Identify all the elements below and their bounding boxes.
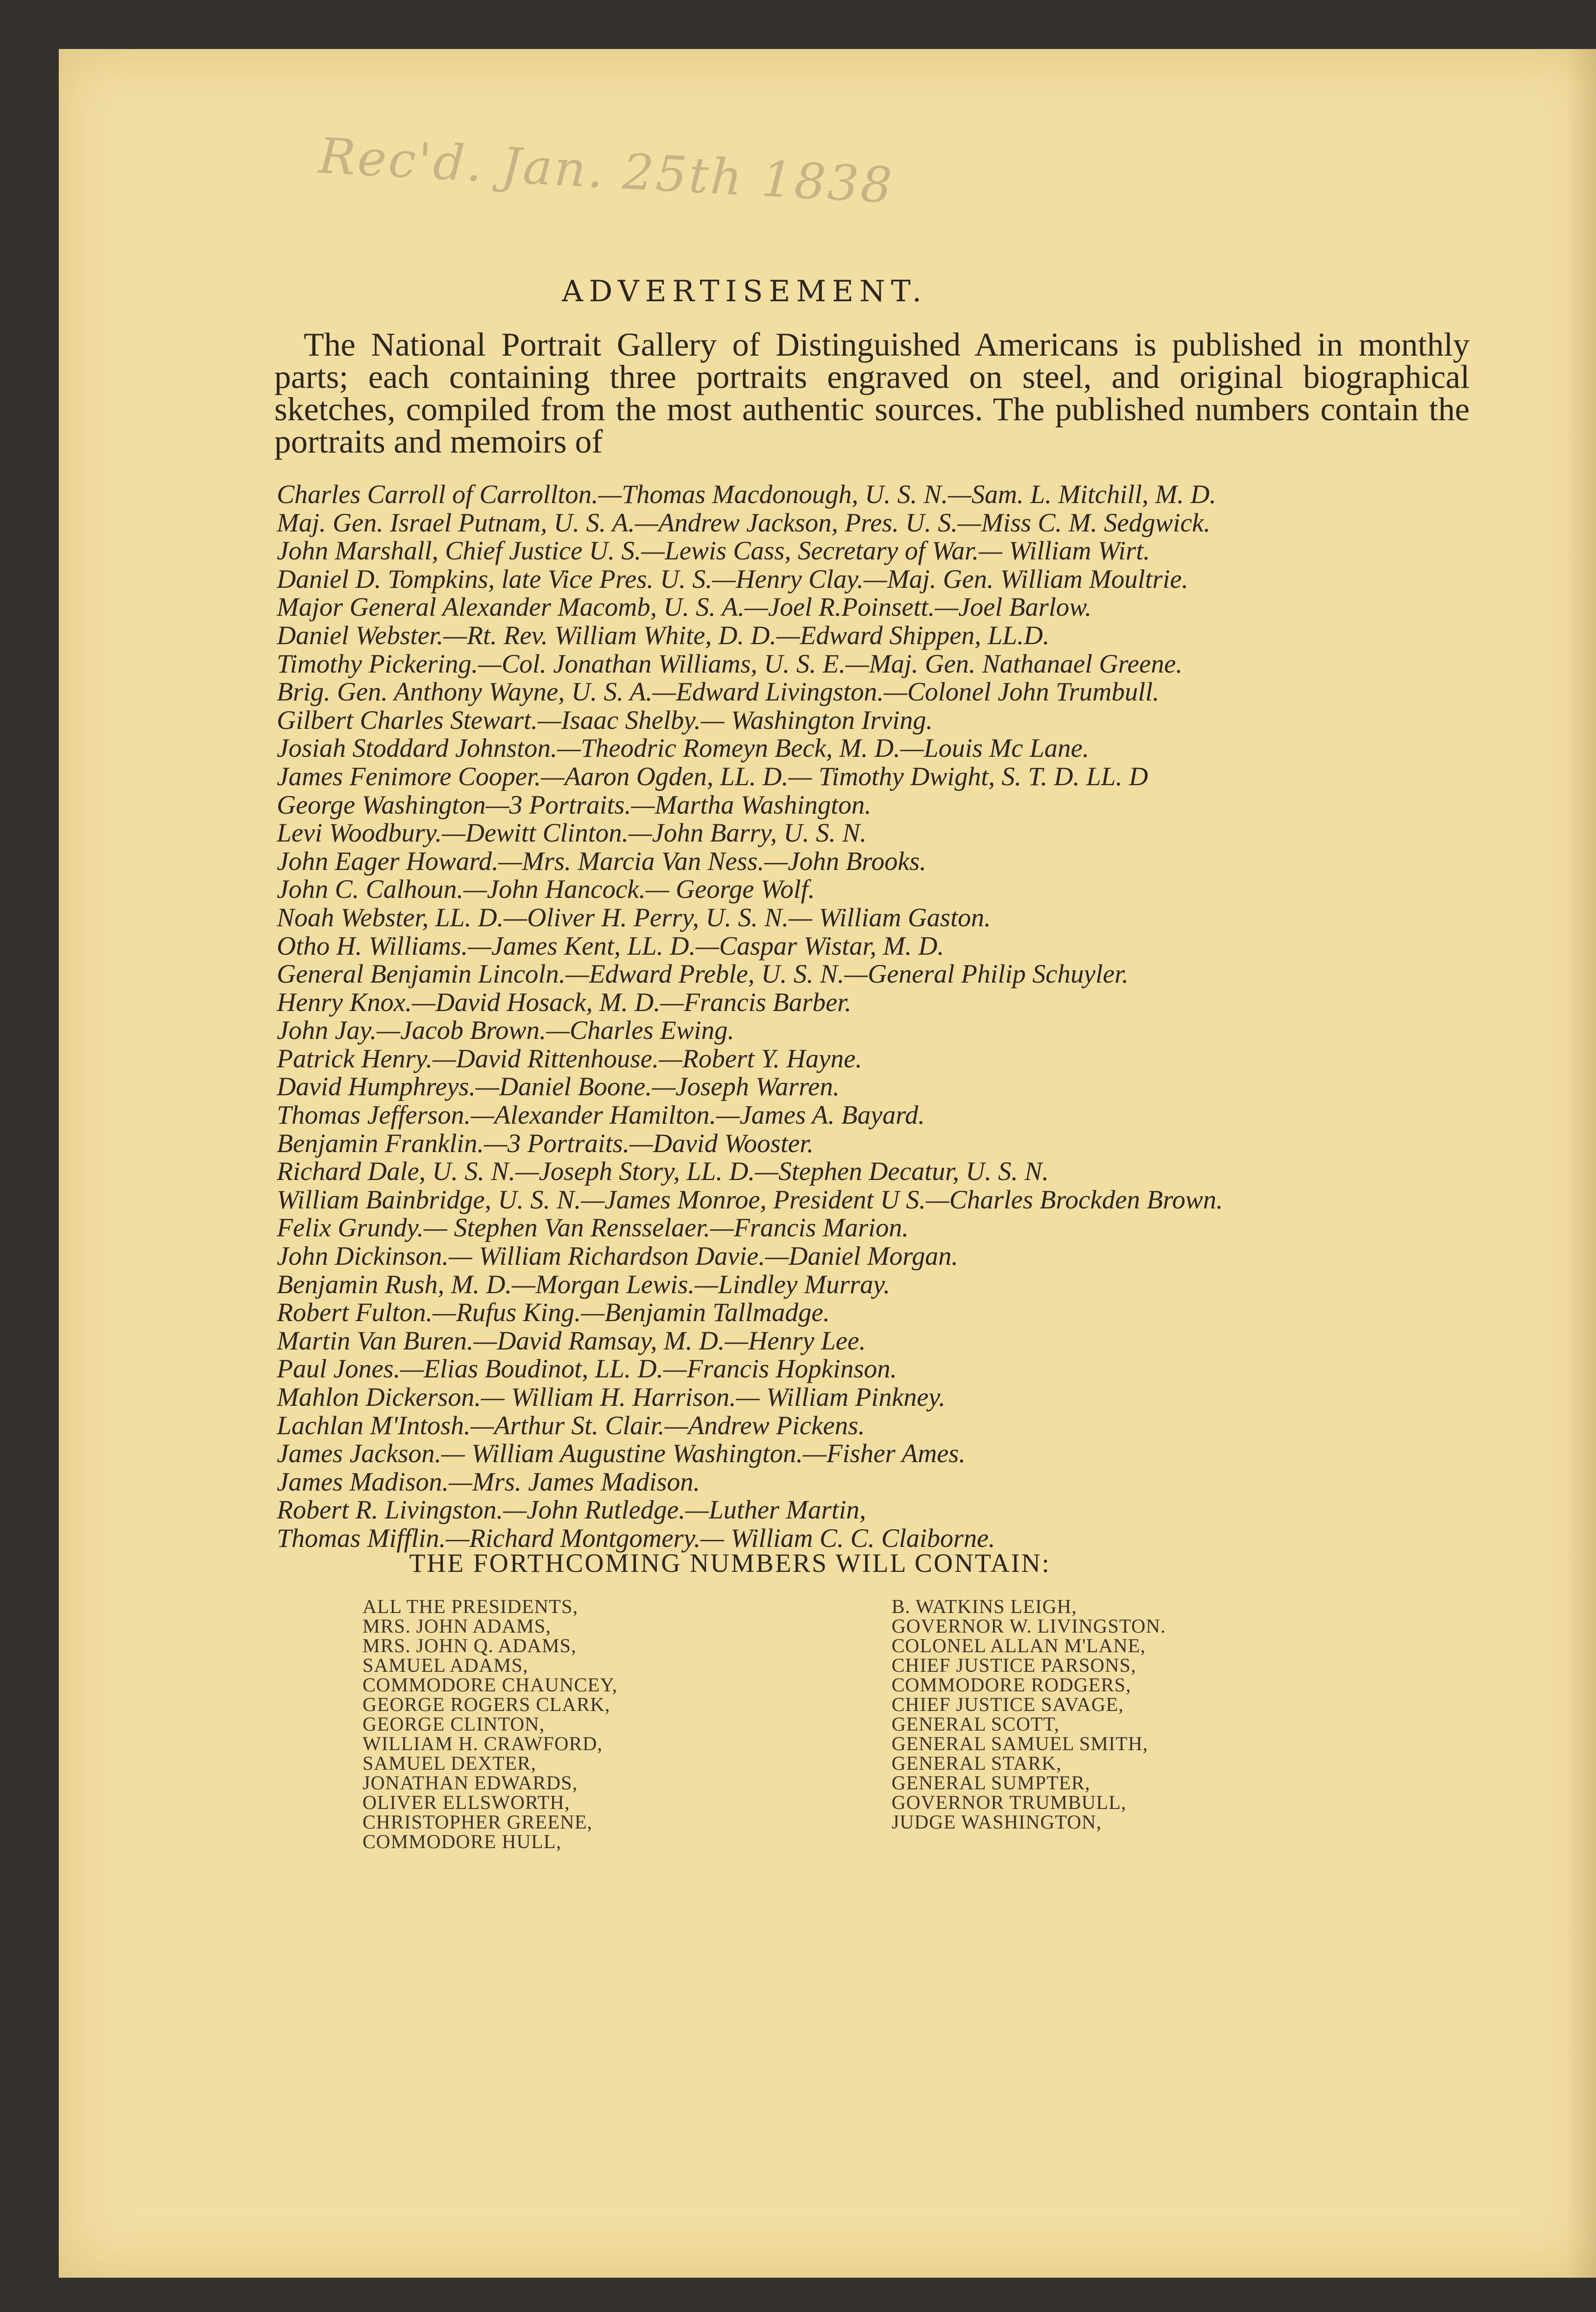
- portrait-line: Robert Fulton.—Rufus King.—Benjamin Tallmadge.: [277, 1298, 830, 1327]
- intro-text: The National Portrait Gallery of Distinguished Americans is published in monthly parts; each containing three portraits engraved on steel, and original biographical sketches, compiled from the most authentic sources. The published numbers contain the portraits and memoirs of: [274, 326, 1470, 460]
- forthcoming-item: SAMUEL ADAMS,: [363, 1654, 529, 1676]
- portrait-line: James Madison.—Mrs. James Madison.: [277, 1467, 700, 1496]
- portrait-line: Lachlan M'Intosh.—Arthur St. Clair.—Andrew Pickens.: [277, 1410, 865, 1440]
- forthcoming-item: GENERAL SUMPTER,: [892, 1772, 1090, 1794]
- forthcoming-item: CHRISTOPHER GREENE,: [363, 1811, 593, 1833]
- page-title: ADVERTISEMENT.: [561, 274, 928, 309]
- forthcoming-item: JONATHAN EDWARDS,: [363, 1772, 578, 1794]
- portrait-line: George Washington—3 Portraits.—Martha Washington.: [277, 790, 871, 819]
- forthcoming-item: GENERAL STARK,: [892, 1752, 1062, 1774]
- forthcoming-list-right: [892, 1597, 1166, 1832]
- forthcoming-item: B. WATKINS LEIGH,: [892, 1595, 1077, 1617]
- portrait-line: Maj. Gen. Israel Putnam, U. S. A.—Andrew Jackson, Pres. U. S.—Miss C. M. Sedgwick.: [277, 507, 1210, 537]
- published-portraits-list: [277, 480, 1511, 1552]
- forthcoming-item: GEORGE CLINTON,: [363, 1713, 545, 1735]
- portrait-line: Patrick Henry.—David Rittenhouse.—Robert Y. Hayne.: [277, 1043, 862, 1073]
- forthcoming-heading: THE FORTHCOMING NUMBERS WILL CONTAIN:: [409, 1548, 1051, 1578]
- portrait-line: David Humphreys.—Daniel Boone.—Joseph Warren.: [277, 1072, 840, 1102]
- forthcoming-item: COLONEL ALLAN M'LANE,: [892, 1635, 1146, 1657]
- portrait-line: Felix Grundy.— Stephen Van Rensselaer.—Francis Marion.: [277, 1213, 909, 1243]
- handwritten-pencil-note: Rec'd. Jan. 25th 1838: [317, 127, 895, 215]
- forthcoming-item: GENERAL SCOTT,: [892, 1713, 1060, 1735]
- forthcoming-item: COMMODORE HULL,: [363, 1830, 562, 1853]
- portrait-line: John Jay.—Jacob Brown.—Charles Ewing.: [277, 1015, 734, 1045]
- document-page: [59, 49, 1596, 2278]
- forthcoming-item: GENERAL SAMUEL SMITH,: [892, 1733, 1148, 1755]
- portrait-line: Richard Dale, U. S. N.—Joseph Story, LL. D.—Stephen Decatur, U. S. N.: [277, 1156, 1049, 1186]
- portrait-line: Mahlon Dickerson.— William H. Harrison.— William Pinkney.: [277, 1382, 945, 1412]
- portrait-line: Paul Jones.—Elias Boudinot, LL. D.—Francis Hopkinson.: [277, 1354, 897, 1384]
- portrait-line: Otho H. Williams.—James Kent, LL. D.—Caspar Wistar, M. D.: [277, 931, 944, 961]
- forthcoming-item: OLIVER ELLSWORTH,: [363, 1791, 570, 1813]
- portrait-line: William Bainbridge, U. S. N.—James Monroe, President U S.—Charles Brockden Brown.: [277, 1184, 1223, 1214]
- portrait-line: Benjamin Rush, M. D.—Morgan Lewis.—Lindley Murray.: [277, 1269, 890, 1299]
- forthcoming-item: COMMODORE CHAUNCEY,: [363, 1674, 618, 1696]
- forthcoming-item: MRS. JOHN Q. ADAMS,: [363, 1635, 577, 1657]
- portrait-line: Henry Knox.—David Hosack, M. D.—Francis Barber.: [277, 987, 851, 1017]
- portrait-line: Josiah Stoddard Johnston.—Theodric Romeyn Beck, M. D.—Louis Mc Lane.: [277, 733, 1089, 763]
- portrait-line: John C. Calhoun.—John Hancock.— George Wolf.: [277, 874, 815, 904]
- portrait-line: Thomas Jefferson.—Alexander Hamilton.—James A. Bayard.: [277, 1100, 925, 1130]
- forthcoming-item: JUDGE WASHINGTON,: [892, 1811, 1102, 1833]
- forthcoming-item: ALL THE PRESIDENTS,: [363, 1595, 579, 1617]
- portrait-line: John Marshall, Chief Justice U. S.—Lewis Cass, Secretary of War.— William Wirt.: [277, 536, 1150, 566]
- portrait-line: Robert R. Livingston.—John Rutledge.—Luther Martin,: [277, 1495, 866, 1525]
- forthcoming-item: MRS. JOHN ADAMS,: [363, 1615, 551, 1637]
- portrait-line: Benjamin Franklin.—3 Portraits.—David Wooster.: [277, 1128, 814, 1158]
- portrait-line: John Eager Howard.—Mrs. Marcia Van Ness.—John Brooks.: [277, 846, 926, 876]
- portrait-line: Charles Carroll of Carrollton.—Thomas Macdonough, U. S. N.—Sam. L. Mitchill, M. D.: [277, 480, 1216, 509]
- portrait-line: Levi Woodbury.—Dewitt Clinton.—John Barry, U. S. N.: [277, 818, 867, 848]
- portrait-line: Martin Van Buren.—David Ramsay, M. D.—Henry Lee.: [277, 1325, 866, 1355]
- portrait-line: Noah Webster, LL. D.—Oliver H. Perry, U. S. N.— William Gaston.: [277, 902, 991, 932]
- forthcoming-item: SAMUEL DEXTER,: [363, 1752, 536, 1774]
- portrait-line: Daniel D. Tompkins, late Vice Pres. U. S.—Henry Clay.—Maj. Gen. William Moultrie.: [277, 564, 1188, 594]
- forthcoming-item: GOVERNOR TRUMBULL,: [892, 1791, 1127, 1813]
- forthcoming-item: CHIEF JUSTICE PARSONS,: [892, 1654, 1137, 1676]
- forthcoming-item: CHIEF JUSTICE SAVAGE,: [892, 1693, 1124, 1715]
- portrait-line: John Dickinson.— William Richardson Davie.—Daniel Morgan.: [277, 1241, 958, 1271]
- portrait-line: Major General Alexander Macomb, U. S. A.—Joel R.Poinsett.—Joel Barlow.: [277, 592, 1092, 622]
- portrait-line: James Jackson.— William Augustine Washington.—Fisher Ames.: [277, 1439, 966, 1469]
- forthcoming-item: WILLIAM H. CRAWFORD,: [363, 1733, 603, 1755]
- portrait-line: Thomas Mifflin.—Richard Montgomery.— William C. C. Claiborne.: [277, 1523, 995, 1553]
- forthcoming-list-left: [363, 1597, 618, 1852]
- forthcoming-item: GOVERNOR W. LIVINGSTON.: [892, 1615, 1166, 1637]
- portrait-line: Gilbert Charles Stewart.—Isaac Shelby.— Washington Irving.: [277, 705, 933, 735]
- intro-paragraph: [274, 328, 1470, 458]
- portrait-line: Daniel Webster.—Rt. Rev. William White, D. D.—Edward Shippen, LL.D.: [277, 620, 1050, 650]
- portrait-line: James Fenimore Cooper.—Aaron Ogden, LL. D.— Timothy Dwight, S. T. D. LL. D: [277, 761, 1148, 791]
- portrait-line: Brig. Gen. Anthony Wayne, U. S. A.—Edward Livingston.—Colonel John Trumbull.: [277, 677, 1160, 707]
- forthcoming-item: GEORGE ROGERS CLARK,: [363, 1693, 610, 1715]
- page-fold-shadow: [1567, 49, 1596, 2278]
- portrait-line: General Benjamin Lincoln.—Edward Preble, U. S. N.—General Philip Schuyler.: [277, 959, 1129, 989]
- forthcoming-item: COMMODORE RODGERS,: [892, 1674, 1132, 1696]
- portrait-line: Timothy Pickering.—Col. Jonathan Williams, U. S. E.—Maj. Gen. Nathanael Greene.: [277, 649, 1183, 678]
